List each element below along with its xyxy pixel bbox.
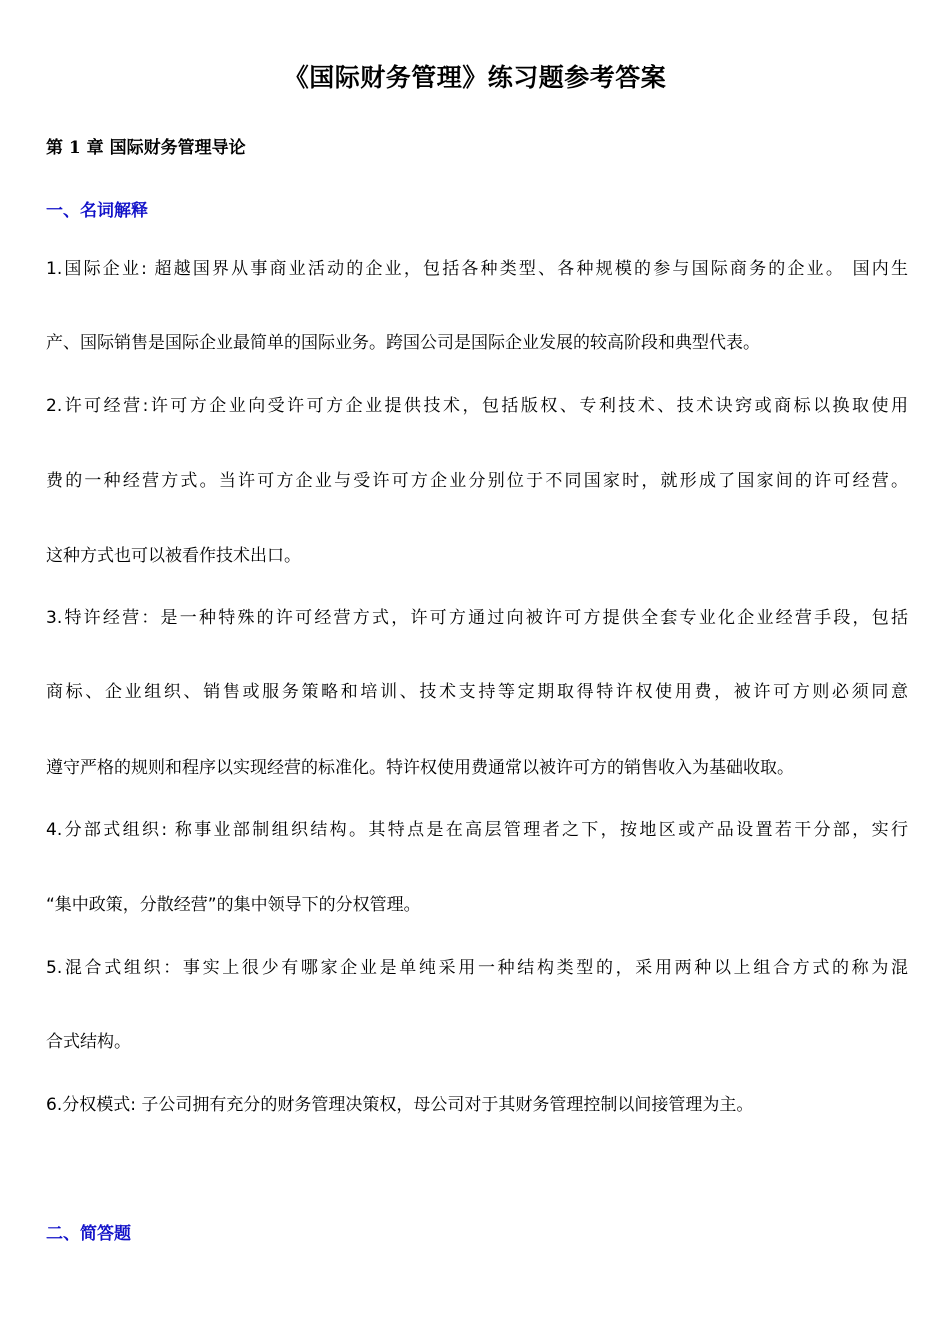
paragraph-line: 4.分部式组织: 称事业部制组织结构。其特点是在高层管理者之下，按地区或产品设置若干分部，实行 xyxy=(46,820,908,840)
paragraph-line: 这种方式也可以被看作技术出口。 xyxy=(46,546,301,566)
paragraph-line: 5.混合式组织：事实上很少有哪家企业是单纯采用一种结构类型的，采用两种以上组合方式的称为混 xyxy=(46,958,908,978)
paragraph-line: 合式结构。 xyxy=(46,1032,131,1052)
section-heading-short-answer: 二、简答题 xyxy=(46,1224,131,1244)
paragraph-line: “集中政策，分散经营”的集中领导下的分权管理。 xyxy=(46,895,421,915)
document-title: 《国际财务管理》练习题参考答案 xyxy=(283,63,667,92)
paragraph-line: 商标、企业组织、销售或服务策略和培训、技术支持等定期取得特许权使用费，被许可方则必须同意 xyxy=(46,682,908,702)
paragraph-line: 遵守严格的规则和程序以实现经营的标准化。特许权使用费通常以被许可方的销售收入为基础收取。 xyxy=(46,758,794,778)
paragraph-line: 2.许可经营:许可方企业向受许可方企业提供技术，包括版权、专利技术、技术诀窍或商标以换取使用 xyxy=(46,396,908,416)
paragraph-line: 6.分权模式: 子公司拥有充分的财务管理决策权，母公司对于其财务管理控制以间接管理为主。 xyxy=(46,1095,754,1115)
section-heading-terms: 一、名词解释 xyxy=(46,201,148,221)
paragraph-line: 3.特许经营：是一种特殊的许可经营方式，许可方通过向被许可方提供全套专业化企业经营手段，包括 xyxy=(46,608,908,628)
paragraph-line: 1.国际企业: 超越国界从事商业活动的企业，包括各种类型、各种规模的参与国际商务的企业。 国内生 xyxy=(46,259,908,279)
chapter-heading: 第 1 章 国际财务管理导论 xyxy=(46,138,246,158)
paragraph-line: 费的一种经营方式。当许可方企业与受许可方企业分别位于不同国家时，就形成了国家间的许可经营。 xyxy=(46,471,908,491)
paragraph-line: 产、国际销售是国际企业最简单的国际业务。跨国公司是国际企业发展的较高阶段和典型代表。 xyxy=(46,333,760,353)
